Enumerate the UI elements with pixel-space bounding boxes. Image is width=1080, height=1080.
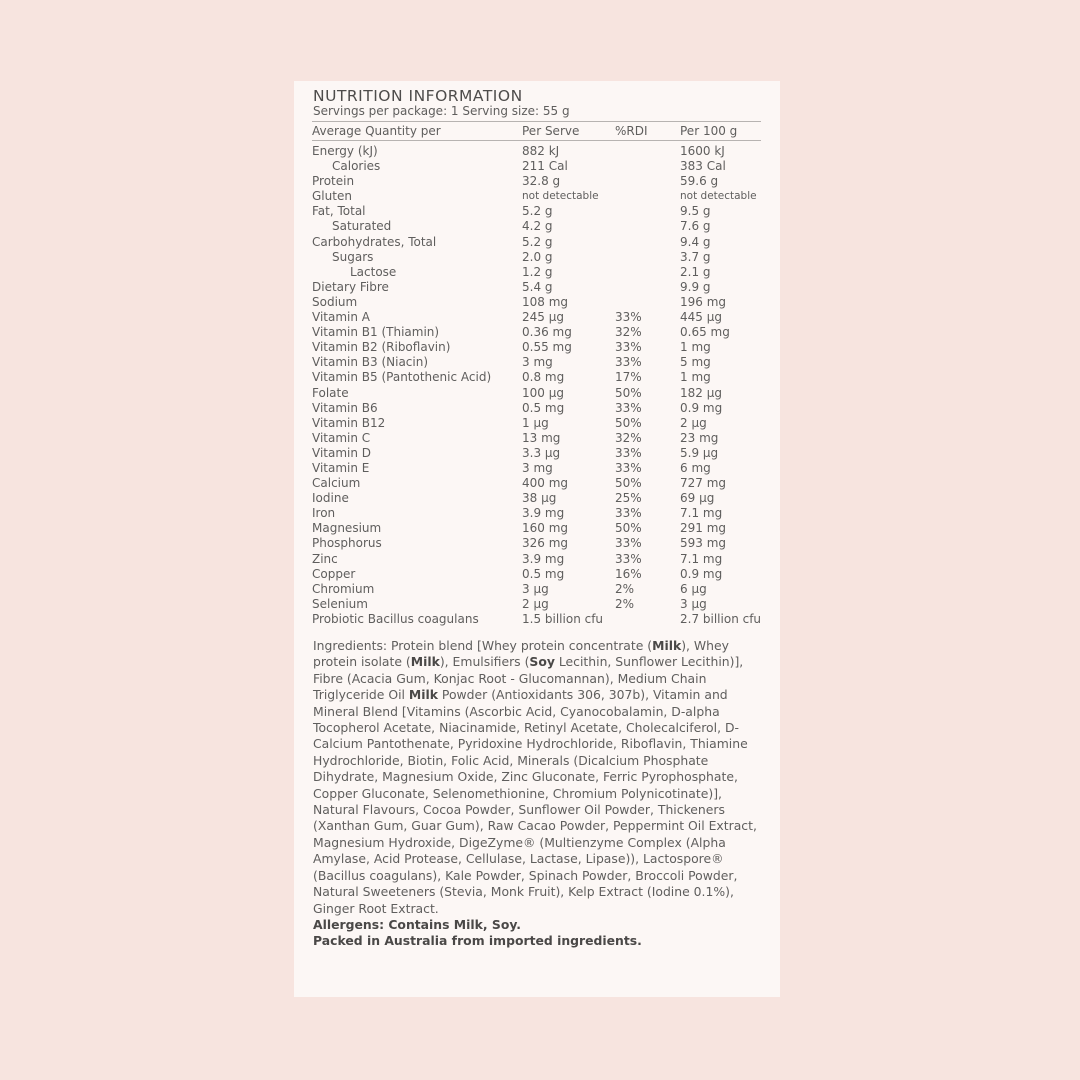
rdi-value: 17% xyxy=(615,370,642,385)
per-100g-value: 2.1 g xyxy=(680,264,711,279)
table-row xyxy=(294,325,780,340)
table-row xyxy=(294,597,780,612)
nutrient-name: Gluten xyxy=(312,189,352,204)
per-100g-value: 0.65 mg xyxy=(680,325,730,340)
per-serve-value: 1.5 billion cfu xyxy=(522,611,604,626)
ingredients-segment: ), Whey protein isolate ( xyxy=(313,638,729,670)
per-100g-value: 9.4 g xyxy=(680,234,711,249)
per-serve-value: 5.4 g xyxy=(522,279,553,294)
table-row xyxy=(294,612,780,627)
rdi-value: 33% xyxy=(615,310,642,325)
rdi-value: 32% xyxy=(615,325,642,340)
nutrient-name: Iodine xyxy=(312,491,349,506)
per-serve-value: 0.8 mg xyxy=(522,370,565,385)
per-serve-value: 4.2 g xyxy=(522,219,553,234)
nutrient-name: Vitamin A xyxy=(312,310,370,325)
per-serve-value: 0.55 mg xyxy=(522,340,572,355)
nutrient-name: Chromium xyxy=(312,581,375,596)
per-100g-value: 59.6 g xyxy=(680,174,719,189)
table-row xyxy=(294,189,780,204)
per-100g-value: 6 µg xyxy=(680,581,707,596)
nutrient-name: Carbohydrates, Total xyxy=(312,234,437,249)
per-serve-value: 882 kJ xyxy=(522,144,560,158)
ingredients-segment: Ingredients: Protein blend [Whey protein concentrate ( xyxy=(313,638,653,653)
per-serve-value: 326 mg xyxy=(522,536,569,551)
rdi-value: 50% xyxy=(615,521,642,536)
table-row xyxy=(294,235,780,250)
per-serve-value: 3 mg xyxy=(522,355,553,370)
table-row xyxy=(294,491,780,506)
nutrient-name: Vitamin C xyxy=(312,430,371,445)
per-serve-value: 38 µg xyxy=(522,491,557,506)
per-serve-value: 3.3 µg xyxy=(522,445,561,460)
per-serve-value: 100 µg xyxy=(522,385,564,400)
rdi-value: 50% xyxy=(615,476,642,491)
nutrient-name: Dietary Fibre xyxy=(312,279,389,294)
header-bottom-rule xyxy=(312,140,761,141)
per-serve-value: not detectable xyxy=(522,190,599,203)
table-row xyxy=(294,386,780,401)
table-row xyxy=(294,567,780,582)
rdi-value: 50% xyxy=(615,415,642,430)
nutrient-name: Folate xyxy=(312,385,349,400)
nutrient-name: Fat, Total xyxy=(312,204,366,219)
table-row xyxy=(294,159,780,174)
rdi-value: 33% xyxy=(615,445,642,460)
ingredients-segment: Lecithin, Sunflower Lecithin)], Fibre (Acacia Gum, Konjac Root - Glucomannan), Medium Chain Triglyceride Oil xyxy=(313,654,744,703)
per-serve-value: 0.5 mg xyxy=(522,566,565,581)
allergens-statement: Allergens: Contains Milk, Soy. xyxy=(313,916,521,932)
per-serve-value: 2 µg xyxy=(522,596,549,611)
table-row xyxy=(294,355,780,370)
table-row xyxy=(294,582,780,597)
per-serve-value: 32.8 g xyxy=(522,174,561,189)
table-row xyxy=(294,219,780,234)
per-100g-value: 5.9 µg xyxy=(680,445,719,460)
nutrient-name: Saturated xyxy=(332,219,392,234)
ingredients-segment: Powder (Antioxidants 306, 307b), Vitamin and Mineral Blend [Vitamins (Ascorbic Acid, Cyanocobalamin, D-alpha Tocopherol Acetate, Niacinamide, Retinyl Acetate, Cholecalciferol, D-Calcium Pantothenate, Pyridoxine Hydrochloride, Riboflavin, Thiamine Hydrochloride, Biotin, Folic Acid, Minerals (Dicalcium Phosphate Dihydrate, Magnesium Oxide, Zinc Gluconate, Ferric Pyrophosphate, Copper Gluconate, Selenomethionine, Chromium Polynicotinate)], Natural Flavours, Cocoa Powder, Sunflower Oil Powder, Thickeners (Xanthan Gum, Guar Gum), Raw Cacao Powder, Peppermint Oil Extract, Magnesium Hydroxide, DigeZyme® (Multienzyme Complex (Alpha Amylase, Acid Protease, Cellulase, Lactase, Lipase)), Lactospore® (Bacillus coagulans), Kale Powder, Spinach Powder, Broccoli Powder, Natural Sweeteners (Stevia, Monk Fruit), Kelp Extract (Iodine 0.1%), Ginger Root Extract. xyxy=(313,687,757,916)
per-serve-value: 245 µg xyxy=(522,310,564,325)
per-serve-value: 1.2 g xyxy=(522,264,553,279)
rdi-value: 2% xyxy=(615,596,635,611)
per-100g-value: 727 mg xyxy=(680,476,727,491)
per-100g-value: 291 mg xyxy=(680,521,727,536)
per-100g-value: 1 mg xyxy=(680,340,711,355)
rdi-value: 33% xyxy=(615,355,642,370)
rdi-value: 33% xyxy=(615,460,642,475)
nutrient-table xyxy=(294,144,780,627)
table-row xyxy=(294,506,780,521)
per-100g-value: 1 mg xyxy=(680,370,711,385)
nutrient-name: Vitamin D xyxy=(312,445,372,460)
table-row xyxy=(294,310,780,325)
per-100g-value: 9.9 g xyxy=(680,279,711,294)
table-row xyxy=(294,461,780,476)
nutrient-name: Phosphorus xyxy=(312,536,382,551)
nutrient-name: Vitamin B3 (Niacin) xyxy=(312,355,429,370)
per-100g-value: 196 mg xyxy=(680,294,727,309)
nutrient-name: Vitamin B2 (Riboflavin) xyxy=(312,340,451,355)
table-row xyxy=(294,431,780,446)
per-100g-value: 0.9 mg xyxy=(680,400,723,415)
rdi-value: 33% xyxy=(615,340,642,355)
per-serve-value: 108 mg xyxy=(522,294,569,309)
per-100g-value: 9.5 g xyxy=(680,204,711,219)
nutrient-name: Vitamin B6 xyxy=(312,400,378,415)
rdi-value: 25% xyxy=(615,491,642,506)
table-row xyxy=(294,521,780,536)
nutrient-name: Magnesium xyxy=(312,521,382,536)
table-row xyxy=(294,174,780,189)
rdi-value: 33% xyxy=(615,400,642,415)
allergen-highlight: Soy xyxy=(529,654,555,670)
nutrient-name: Protein xyxy=(312,174,355,189)
per-serve-value: 5.2 g xyxy=(522,204,553,219)
nutrient-name: Energy (kJ) xyxy=(312,144,378,158)
per-100g-value: 6 mg xyxy=(680,460,711,475)
table-row xyxy=(294,536,780,551)
table-row xyxy=(294,295,780,310)
table-row xyxy=(294,340,780,355)
per-100g-value: 182 µg xyxy=(680,385,722,400)
per-serve-value: 3.9 mg xyxy=(522,551,565,566)
per-serve-value: 0.5 mg xyxy=(522,400,565,415)
per-serve-value: 3 mg xyxy=(522,460,553,475)
header-rdi: %RDI xyxy=(615,124,648,138)
allergen-highlight: Milk xyxy=(410,654,440,670)
per-serve-value: 5.2 g xyxy=(522,234,553,249)
nutrient-name: Iron xyxy=(312,506,336,521)
per-serve-value: 2.0 g xyxy=(522,249,553,264)
header-name: Average Quantity per xyxy=(312,124,441,138)
per-serve-value: 1 µg xyxy=(522,415,549,430)
rdi-value: 33% xyxy=(615,551,642,566)
rdi-value: 32% xyxy=(615,430,642,445)
table-row xyxy=(294,144,780,159)
rdi-value: 2% xyxy=(615,581,635,596)
per-serve-value: 3.9 mg xyxy=(522,506,565,521)
table-row xyxy=(294,552,780,567)
table-row xyxy=(294,416,780,431)
per-100g-value: 445 µg xyxy=(680,310,722,325)
rdi-value: 33% xyxy=(615,536,642,551)
nutrient-name: Sugars xyxy=(332,249,374,264)
rdi-value: 16% xyxy=(615,566,642,581)
allergen-highlight: Milk xyxy=(408,687,438,703)
nutrient-name: Vitamin B5 (Pantothenic Acid) xyxy=(312,370,492,385)
nutrient-name: Vitamin B1 (Thiamin) xyxy=(312,325,440,340)
rdi-value: 50% xyxy=(615,385,642,400)
panel-title: NUTRITION INFORMATION xyxy=(313,87,523,105)
nutrition-panel xyxy=(294,81,780,997)
per-serve-value: 400 mg xyxy=(522,476,569,491)
nutrient-name: Sodium xyxy=(312,294,358,309)
per-100g-value: 2 µg xyxy=(680,415,707,430)
allergen-highlight: Milk xyxy=(652,638,682,653)
nutrient-name: Copper xyxy=(312,566,356,581)
table-row xyxy=(294,370,780,385)
nutrient-name: Probiotic Bacillus coagulans xyxy=(312,611,479,626)
per-100g-value: not detectable xyxy=(680,190,757,203)
per-100g-value: 3.7 g xyxy=(680,249,711,264)
per-100g-value: 5 mg xyxy=(680,355,711,370)
packed-statement: Packed in Australia from imported ingredients. xyxy=(313,933,642,949)
header-top-rule xyxy=(312,121,761,122)
per-serve-value: 160 mg xyxy=(522,521,569,536)
table-row xyxy=(294,280,780,295)
header-per-serve: Per Serve xyxy=(522,124,580,138)
table-row xyxy=(294,204,780,219)
nutrient-name: Lactose xyxy=(350,264,397,279)
per-100g-value: 593 mg xyxy=(680,536,727,551)
header-per-100g: Per 100 g xyxy=(680,124,738,138)
per-serve-value: 211 Cal xyxy=(522,159,568,174)
per-100g-value: 3 µg xyxy=(680,596,707,611)
table-row xyxy=(294,250,780,265)
rdi-value: 33% xyxy=(615,506,642,521)
per-100g-value: 383 Cal xyxy=(680,159,726,174)
nutrient-name: Zinc xyxy=(312,551,338,566)
ingredients-segment: ), Emulsifiers ( xyxy=(439,654,530,670)
per-serve-value: 3 µg xyxy=(522,581,549,596)
table-row xyxy=(294,446,780,461)
nutrient-name: Vitamin B12 xyxy=(312,415,386,430)
per-100g-value: 23 mg xyxy=(680,430,719,445)
table-row xyxy=(294,265,780,280)
nutrient-name: Selenium xyxy=(312,596,368,611)
nutrient-name: Calories xyxy=(332,159,381,174)
nutrient-name: Calcium xyxy=(312,476,361,491)
per-serve-value: 0.36 mg xyxy=(522,325,572,340)
table-row xyxy=(294,476,780,491)
per-100g-value: 69 µg xyxy=(680,491,715,506)
per-100g-value: 7.1 mg xyxy=(680,506,723,521)
per-100g-value: 0.9 mg xyxy=(680,566,723,581)
nutrient-name: Vitamin E xyxy=(312,460,370,475)
per-serve-value: 13 mg xyxy=(522,430,561,445)
ingredients-block xyxy=(313,638,765,950)
ingredients-text xyxy=(313,638,765,917)
table-row xyxy=(294,401,780,416)
per-100g-value: 2.7 billion cfu xyxy=(680,611,762,626)
servings-info: Servings per package: 1 Serving size: 55 g xyxy=(313,104,570,118)
per-100g-value: 7.1 mg xyxy=(680,551,723,566)
per-100g-value: 1600 kJ xyxy=(680,144,725,158)
per-100g-value: 7.6 g xyxy=(680,219,711,234)
